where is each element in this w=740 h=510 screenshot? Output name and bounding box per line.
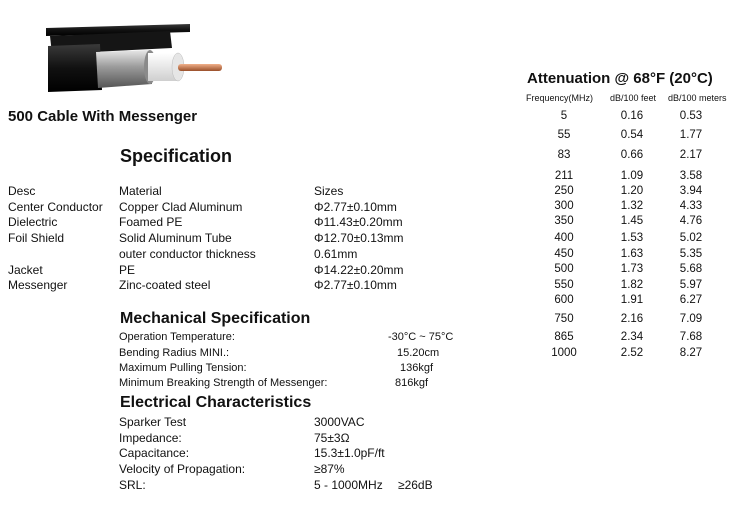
spec-header-sizes: Sizes (314, 184, 344, 198)
mech-label: Minimum Breaking Strength of Messenger: (119, 377, 328, 389)
att-row (520, 185, 735, 199)
att-meters: 8.27 (679, 347, 703, 359)
elec-value: 5 - 1000MHz (314, 478, 383, 492)
att-meters: 3.58 (679, 170, 703, 182)
att-freq: 350 (554, 215, 574, 227)
electrical-heading: Electrical Characteristics (120, 394, 312, 411)
att-feet: 1.45 (620, 215, 644, 227)
mech-label: Bending Radius MINI.: (119, 347, 230, 359)
spec-header-material: Material (119, 184, 162, 198)
att-meters: 5.02 (679, 232, 703, 244)
att-meters: 4.76 (679, 215, 703, 227)
att-feet: 2.52 (620, 347, 644, 359)
att-meters: 5.35 (679, 248, 703, 260)
att-header-freq: Frequency(MHz) (526, 93, 594, 103)
spec-material: Foamed PE (119, 215, 183, 229)
elec-row (0, 415, 740, 431)
spec-desc: Dielectric (8, 215, 58, 229)
elec-label: Sparker Test (119, 415, 187, 429)
spec-material: PE (119, 263, 136, 277)
att-row (520, 232, 735, 246)
att-feet: 1.32 (620, 200, 644, 212)
elec-row (0, 462, 740, 478)
att-row (520, 263, 735, 277)
att-feet: 1.82 (620, 279, 644, 291)
product-title: 500 Cable With Messenger (8, 108, 198, 125)
spec-size: Φ14.22±0.20mm (314, 263, 404, 277)
att-feet: 0.16 (620, 110, 644, 122)
att-row (520, 215, 735, 229)
att-meters: 7.68 (679, 331, 703, 343)
elec-row (0, 478, 740, 494)
att-feet: 1.53 (620, 232, 644, 244)
att-meters: 0.53 (679, 110, 703, 122)
att-meters: 4.33 (679, 200, 703, 212)
att-freq: 865 (554, 331, 574, 343)
att-freq: 55 (557, 129, 571, 141)
elec-label: Impedance: (119, 431, 182, 445)
att-row (520, 331, 735, 345)
specification-heading: Specification (120, 146, 233, 166)
att-meters: 6.27 (679, 294, 703, 306)
att-feet: 1.73 (620, 263, 644, 275)
att-header-meters: dB/100 meters (668, 93, 727, 103)
elec-value: 15.3±1.0pF/ft (314, 446, 385, 460)
att-freq: 400 (554, 232, 574, 244)
att-meters: 7.09 (679, 313, 703, 325)
att-meters: 1.77 (679, 129, 703, 141)
mech-value: 136kgf (400, 362, 434, 374)
mech-value: 15.20cm (397, 347, 440, 359)
att-freq: 5 (560, 110, 568, 122)
att-feet: 1.63 (620, 248, 644, 260)
mechanical-heading: Mechanical Specification (120, 310, 311, 327)
att-meters: 2.17 (679, 149, 703, 161)
att-meters: 5.68 (679, 263, 703, 275)
cable-jacket (48, 44, 102, 92)
elec-label: SRL: (119, 478, 146, 492)
elec-value: 75±3Ω (314, 431, 350, 445)
att-row (520, 129, 735, 143)
cable-image (40, 18, 240, 98)
mech-value: -30°C ~ 75°C (388, 331, 454, 343)
att-freq: 1000 (551, 347, 577, 359)
mech-value: 816kgf (395, 377, 429, 389)
att-feet: 1.20 (620, 185, 644, 197)
att-feet: 1.91 (620, 294, 644, 306)
mech-label: Maximum Pulling Tension: (119, 362, 247, 374)
att-feet: 0.54 (620, 129, 644, 141)
att-freq: 750 (554, 313, 574, 325)
att-freq: 300 (554, 200, 574, 212)
att-freq: 500 (554, 263, 574, 275)
att-feet: 0.66 (620, 149, 644, 161)
mech-row (0, 377, 740, 392)
elec-value: ≥87% (314, 462, 345, 476)
att-meters: 5.97 (679, 279, 703, 291)
spec-size: Φ11.43±0.20mm (314, 215, 403, 229)
spec-desc: Center Conductor (8, 200, 103, 214)
foil-shield (96, 50, 152, 88)
att-feet: 1.09 (620, 170, 644, 182)
att-freq: 83 (557, 149, 571, 161)
att-row (520, 248, 735, 262)
spec-material: Zinc-coated steel (119, 278, 211, 292)
spec-desc: Foil Shield (8, 231, 65, 245)
spec-size: 0.61mm (314, 247, 358, 261)
spec-material: Copper Clad Aluminum (119, 200, 243, 214)
att-freq: 450 (554, 248, 574, 260)
spec-material: outer conductor thickness (119, 247, 256, 261)
elec-row (0, 446, 740, 462)
mech-label: Operation Temperature: (119, 331, 235, 343)
elec-label: Velocity of Propagation: (119, 462, 246, 476)
att-row (520, 347, 735, 361)
att-freq: 250 (554, 185, 574, 197)
center-conductor (178, 64, 222, 71)
elec-label: Capacitance: (119, 446, 190, 460)
elec-value: 3000VAC (314, 415, 365, 429)
att-meters: 3.94 (679, 185, 703, 197)
att-row (520, 170, 735, 184)
spec-header-desc: Desc (8, 184, 36, 198)
att-freq: 211 (554, 170, 574, 182)
att-row (520, 200, 735, 214)
attenuation-title: Attenuation @ 68°F (20°C) (527, 70, 713, 87)
att-row (520, 313, 735, 327)
att-row (520, 110, 735, 124)
att-header-feet: dB/100 feet (610, 93, 657, 103)
elec-row (0, 431, 740, 447)
spec-material: Solid Aluminum Tube (119, 231, 232, 245)
spec-desc: Jacket (8, 263, 43, 277)
att-feet: 2.34 (620, 331, 644, 343)
elec-extra: ≥26dB (398, 478, 433, 492)
att-row (520, 149, 735, 163)
att-freq: 550 (554, 279, 574, 291)
spec-desc: Messenger (8, 278, 68, 292)
att-row (520, 294, 735, 308)
mech-row (0, 362, 740, 377)
att-feet: 2.16 (620, 313, 644, 325)
spec-size: Φ12.70±0.13mm (314, 231, 404, 245)
spec-size: Φ2.77±0.10mm (314, 200, 397, 214)
att-row (520, 279, 735, 293)
att-freq: 600 (554, 294, 574, 306)
spec-size: Φ2.77±0.10mm (314, 278, 397, 292)
